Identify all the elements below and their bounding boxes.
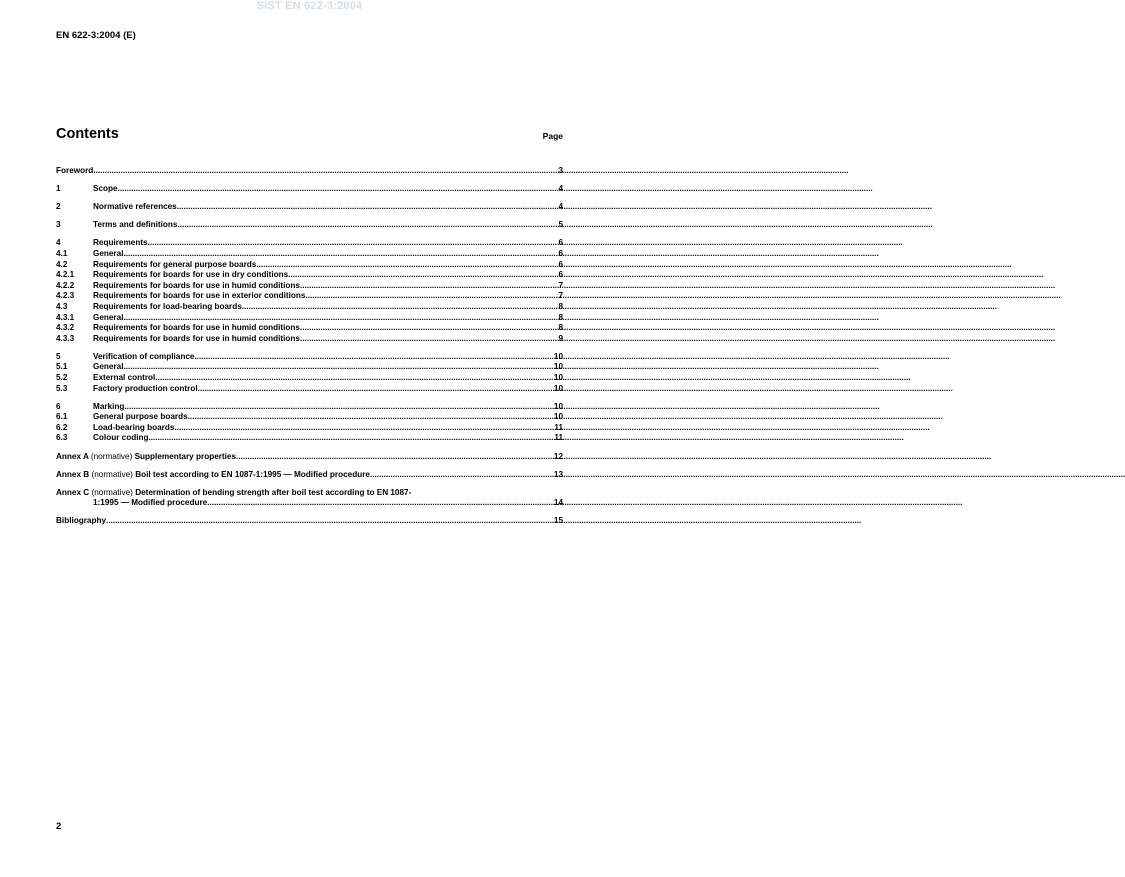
toc-leader-dots [256, 260, 558, 271]
toc-entry-number: 4.3 [56, 301, 68, 311]
annex-title: Supplementary properties [134, 451, 237, 461]
toc-leader-dots [149, 433, 555, 444]
toc-leader-dots [194, 352, 553, 363]
toc-entry-page: 6 [558, 270, 563, 280]
toc-entry-title: Scope [93, 184, 118, 194]
toc-entry-number: 4.3.1 [56, 312, 75, 322]
toc-annexes [56, 452, 563, 509]
toc-entry-number: 5.1 [56, 362, 68, 372]
toc-entry[interactable] [56, 281, 563, 292]
page-number: 2 [56, 821, 62, 832]
toc-entry[interactable] [56, 202, 563, 213]
toc-leader-dots [174, 423, 554, 434]
toc-leader-dots [155, 373, 554, 384]
contents-title: Contents [56, 126, 119, 142]
toc-entry-page: 10 [553, 412, 563, 422]
toc-entry[interactable] [56, 412, 563, 423]
toc-entry[interactable] [56, 184, 563, 195]
annex-label-group [56, 470, 135, 481]
toc-entry-page: 10 [553, 362, 563, 372]
toc-entry-page: 7 [558, 291, 563, 301]
toc-entry-number: 4.2.2 [56, 280, 75, 290]
toc-leader-dots [242, 302, 559, 313]
toc-entry-number: 4.3.3 [56, 333, 75, 343]
toc-annex-entry[interactable] [56, 452, 563, 463]
toc-leader-dots [118, 184, 559, 195]
toc-entry-title: Bibliography [56, 516, 107, 526]
toc-entry-page: 6 [558, 238, 563, 248]
toc-entry[interactable] [56, 373, 563, 384]
annex-label: Annex B [56, 469, 90, 479]
toc-entry-page: 9 [558, 333, 563, 343]
toc-leader-dots [124, 313, 559, 324]
annex-page: 12 [553, 451, 563, 461]
toc-entries [56, 166, 563, 444]
toc-leader-dots [93, 166, 558, 177]
toc-leader-dots [236, 452, 554, 463]
annex-label: Annex C [56, 487, 90, 497]
toc-entry-page: 6 [558, 248, 563, 258]
toc-leader-dots [124, 249, 559, 260]
toc-entry-page: 6 [558, 259, 563, 269]
toc-entry-title: Marking [93, 401, 125, 411]
annex-label-group [56, 488, 135, 499]
toc-entry-title: Requirements for boards for use in humid conditions [93, 323, 300, 333]
toc-annex-entry[interactable] [56, 488, 563, 509]
toc-entry-number: 6.3 [56, 433, 68, 443]
toc-entry-title: Requirements for boards for use in humid conditions [93, 280, 300, 290]
toc-entry-number: 5 [56, 351, 61, 361]
toc-entry-title: General [93, 312, 124, 322]
toc-leader-dots [288, 270, 558, 281]
watermark: SIST EN 622-3:2004 [256, 0, 363, 12]
toc-entry[interactable] [56, 334, 563, 345]
annex-label: Annex A [56, 451, 89, 461]
toc-entry-number: 5.3 [56, 383, 68, 393]
toc-entry-page: 4 [558, 184, 563, 194]
toc-leader-dots [188, 412, 554, 423]
toc-entry-page: 10 [553, 373, 563, 382]
toc-entry-page: 7 [558, 280, 563, 290]
annex-normative-tag: (normative) [91, 469, 133, 479]
toc-entry-page: 10 [553, 383, 563, 393]
toc-entry[interactable] [56, 260, 563, 271]
toc-entry[interactable] [56, 238, 563, 249]
toc-entry-number: 5.2 [56, 373, 68, 382]
toc-entry-title: Requirements [93, 238, 148, 248]
toc-entry-number: 6.2 [56, 422, 68, 432]
toc-entry-title: Terms and definitions [93, 220, 178, 230]
toc-leader-dots [106, 516, 554, 527]
toc-entry-number: 4 [56, 238, 61, 248]
toc-entry-page: 10 [553, 401, 563, 411]
annex-title: Determination of bending strength after boil test according to EN 1087- [135, 487, 412, 497]
toc-leader-dots [124, 402, 553, 413]
toc-leader-dots [305, 291, 558, 302]
toc-entry-number: 3 [56, 220, 61, 230]
annex-page: 14 [553, 498, 563, 508]
toc-entry-title: Verification of compliance [93, 351, 195, 361]
toc-entry-number: 6 [56, 401, 61, 411]
toc-entry-page: 8 [558, 301, 563, 311]
toc-leader-dots [124, 362, 554, 373]
toc-entry-title: General purpose boards [93, 412, 188, 422]
toc-entry-title: Requirements for boards for use in humid conditions [93, 333, 300, 343]
toc-leader-dots [177, 220, 558, 231]
annex-normative-tag: (normative) [91, 487, 133, 497]
toc-leader-dots [300, 281, 558, 292]
toc-entry[interactable] [56, 402, 563, 413]
toc-entry-page: 3 [558, 166, 563, 175]
toc-entry[interactable] [56, 433, 563, 444]
toc-entry-page: 11 [554, 422, 563, 432]
toc-entry[interactable] [56, 270, 563, 281]
toc-entry[interactable] [56, 166, 563, 177]
toc-entry-page: 10 [553, 351, 563, 361]
toc-leader-dots [148, 238, 559, 249]
toc-annex-line [56, 452, 563, 463]
toc-entry-page: 8 [558, 312, 563, 322]
toc-entry-number: 4.3.2 [56, 323, 75, 333]
toc-entry-page: 8 [558, 323, 563, 333]
annex-title: Boil test according to EN 1087-1:1995 — Modified procedure [135, 469, 370, 479]
toc-leader-dots [370, 470, 554, 481]
toc-entry-title: Factory production control [93, 383, 198, 393]
toc-annex-entry[interactable] [56, 470, 563, 481]
annex-page: 13 [553, 469, 563, 479]
toc-entry[interactable] [56, 291, 563, 302]
toc-entry[interactable] [56, 362, 563, 373]
toc-entry-page: 4 [558, 202, 563, 212]
table-of-contents [56, 166, 563, 527]
toc-entry-number: 4.2 [56, 259, 68, 269]
annex-label-group [56, 452, 135, 463]
toc-annex-line [56, 488, 563, 499]
page-column-label: Page [542, 131, 563, 141]
toc-entry-title: Requirements for boards for use in exterior conditions [93, 291, 306, 301]
toc-annex-continuation [56, 498, 563, 509]
toc-entry-title: General [93, 362, 124, 372]
toc-entry-title: Requirements for boards for use in dry conditions [93, 270, 289, 280]
toc-entry[interactable] [56, 313, 563, 324]
toc-entry-title: General [93, 248, 124, 258]
toc-entry-page: 15 [553, 516, 563, 526]
toc-entry[interactable] [56, 323, 563, 334]
toc-entry[interactable] [56, 249, 563, 260]
toc-entry[interactable] [56, 352, 563, 363]
toc-leader-dots [177, 202, 559, 213]
toc-entry-number: 1 [56, 184, 61, 194]
toc-leader-dots [207, 498, 554, 509]
toc-entry-title: Requirements for general purpose boards [93, 259, 257, 269]
toc-entry-title: External control [93, 373, 156, 382]
toc-entry-number: 2 [56, 202, 61, 212]
toc-entry-page: 11 [554, 433, 563, 443]
toc-entry-number: 4.1 [56, 248, 68, 258]
toc-leader-dots [300, 334, 558, 345]
toc-annex-line [56, 470, 563, 481]
toc-entry-bibliography[interactable] [56, 516, 563, 527]
toc-entry-number: 4.2.1 [56, 270, 75, 280]
toc-entry-title: Load-bearing boards [93, 422, 175, 432]
toc-entry-title: Normative references [93, 202, 177, 212]
toc-entry-page: 5 [558, 220, 563, 230]
toc-entry[interactable] [56, 220, 563, 231]
annex-normative-tag: (normative) [90, 451, 133, 461]
toc-entry-title: Foreword [56, 166, 94, 175]
toc-leader-dots [300, 323, 558, 334]
toc-entry[interactable] [56, 302, 563, 313]
toc-entry-number: 4.2.3 [56, 291, 75, 301]
toc-entry-title: Requirements for load-bearing boards [93, 301, 242, 311]
annex-title-continuation: 1:1995 — Modified procedure [93, 498, 208, 508]
toc-leader-dots [198, 384, 554, 395]
toc-entry-title: Colour coding [93, 433, 149, 443]
toc-entry[interactable] [56, 384, 563, 395]
toc-entry[interactable] [56, 423, 563, 434]
toc-entry-number: 6.1 [56, 412, 68, 422]
document-id: EN 622-3:2004 (E) [56, 30, 136, 41]
